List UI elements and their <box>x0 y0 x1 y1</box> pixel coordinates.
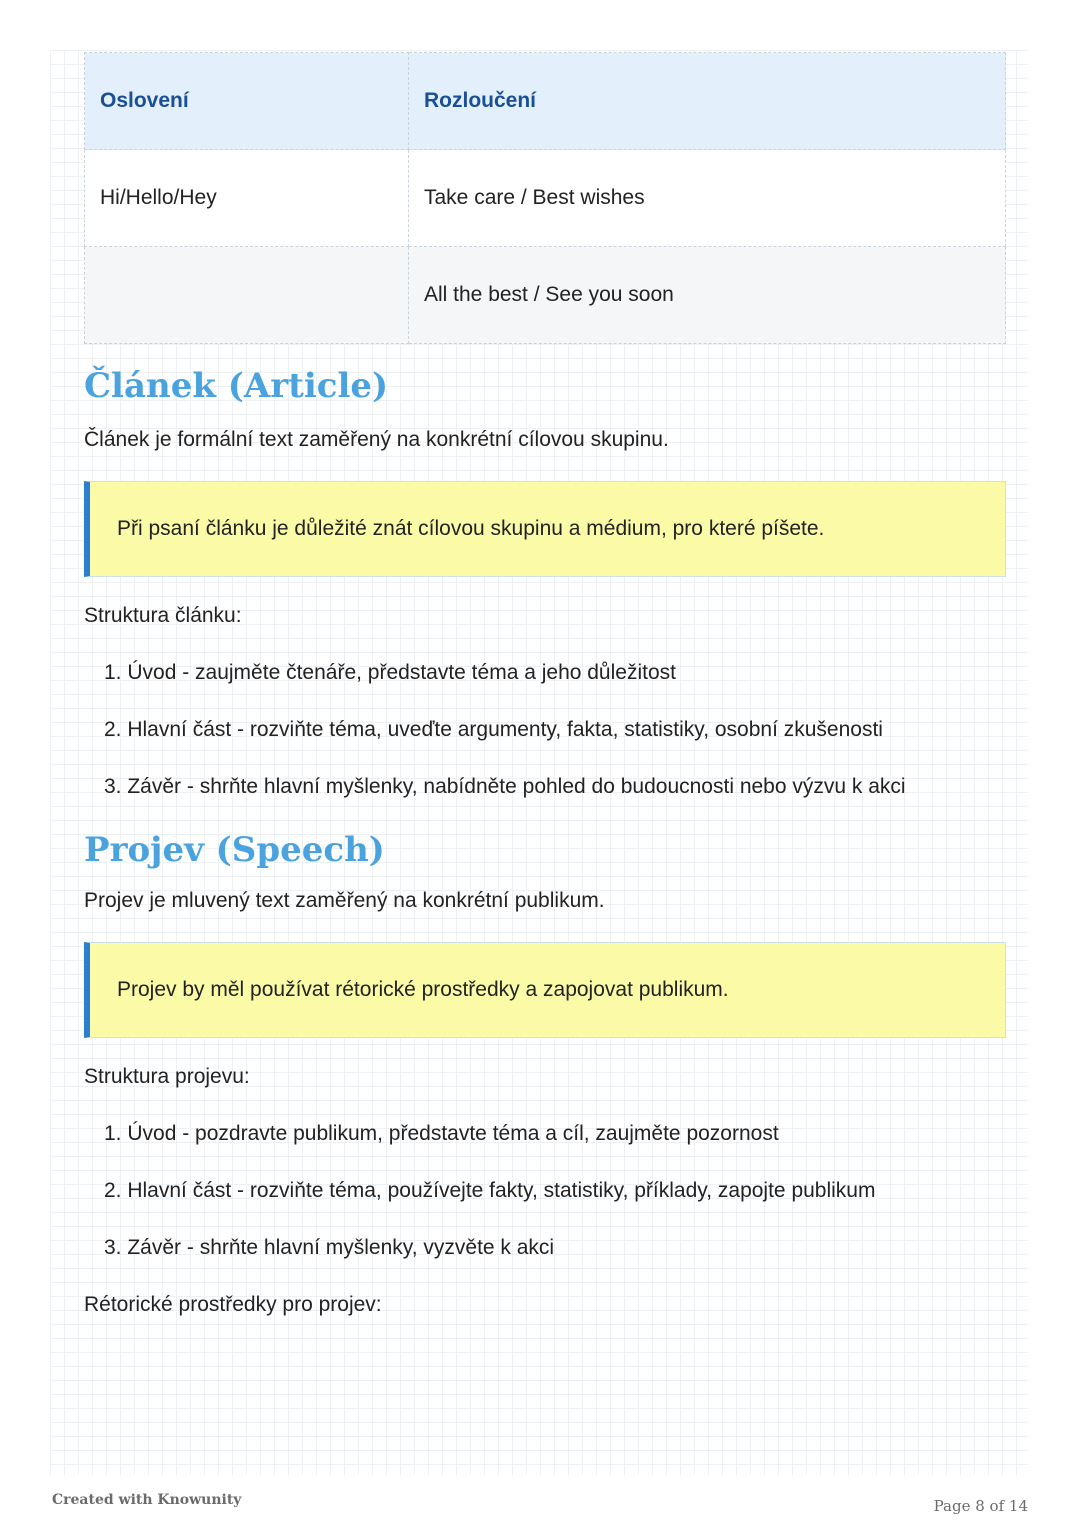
table-cell: Take care / Best wishes <box>409 150 1006 247</box>
speech-heading: Projev (Speech) <box>84 830 385 870</box>
list-item: 3. Závěr - shrňte hlavní myšlenky, vyzvěte k akci <box>104 1236 555 1259</box>
article-steps-list <box>84 659 1006 830</box>
speech-structure-label: Struktura projevu: <box>84 1065 250 1088</box>
article-structure-label: Struktura článku: <box>84 604 242 627</box>
speech-rhetoric-label: Rétorické prostředky pro projev: <box>84 1293 382 1316</box>
table-header-cell: Oslovení <box>85 53 409 150</box>
list-item: 2. Hlavní část - rozviňte téma, uveďte argumenty, fakta, statistiky, osobní zkušenosti <box>104 718 883 741</box>
table-cell: All the best / See you soon <box>409 247 1006 344</box>
speech-steps-list <box>84 1120 1006 1291</box>
list-item: 1. Úvod - zaujměte čtenáře, představte téma a jeho důležitost <box>104 661 676 684</box>
table-row <box>85 247 1006 344</box>
speech-note-callout <box>84 942 1006 1038</box>
table-cell: Hi/Hello/Hey <box>85 150 409 247</box>
list-item: 1. Úvod - pozdravte publikum, představte téma a cíl, zaujměte pozornost <box>104 1122 779 1145</box>
table-header-row <box>85 53 1006 150</box>
article-note-text: Při psaní článku je důležité znát cílovou skupinu a médium, pro které píšete. <box>117 517 825 540</box>
article-heading: Článek (Article) <box>84 366 389 406</box>
speech-intro: Projev je mluvený text zaměřený na konkrétní publikum. <box>84 889 605 912</box>
article-intro: Článek je formální text zaměřený na konkrétní cílovou skupinu. <box>84 428 669 451</box>
footer-credit: Created with Knowunity <box>52 1492 242 1508</box>
list-item: 3. Závěr - shrňte hlavní myšlenky, nabídněte pohled do budoucnosti nebo výzvu k akci <box>104 775 906 798</box>
article-note-callout <box>84 481 1006 577</box>
speech-note-text: Projev by měl používat rétorické prostředky a zapojovat publikum. <box>117 978 729 1001</box>
list-item: 2. Hlavní část - rozviňte téma, používejte fakty, statistiky, příklady, zapojte publikum <box>104 1179 876 1202</box>
page-content <box>84 52 1006 1319</box>
greetings-table <box>84 52 1006 344</box>
table-header-cell: Rozloučení <box>409 53 1006 150</box>
table-row <box>85 150 1006 247</box>
table-cell <box>85 247 409 344</box>
page-number: Page 8 of 14 <box>933 1497 1028 1515</box>
